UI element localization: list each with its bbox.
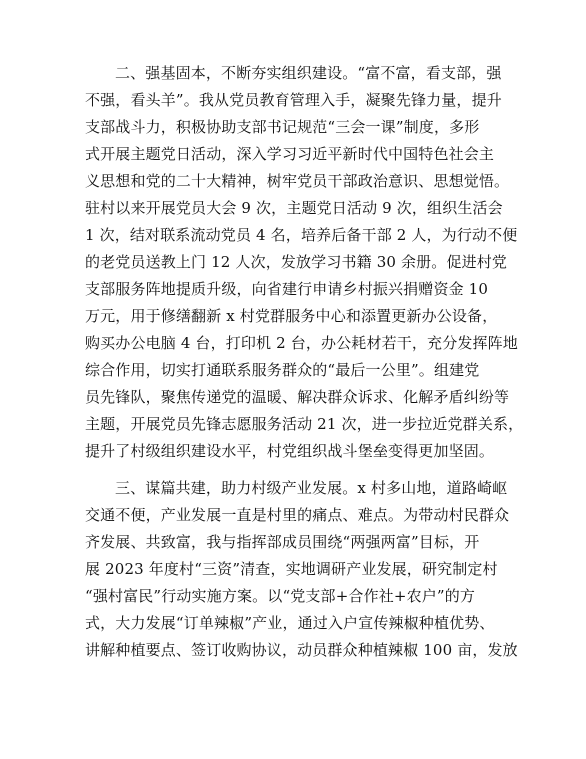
text-line: 万元，用于修缮翻新 x 村党群服务中心和添置更新办公设备， [85,307,498,325]
text-line: 员先锋队，聚焦传递党的温暖、解决群众诉求、化解矛盾纠纷等 [85,388,510,406]
text-line: 式开展主题党日活动，深入学习习近平新时代中国特色社会主 [85,145,495,163]
text-line: 交通不便，产业发展一直是村里的痛点、难点。为带动村民群众 [85,506,510,524]
text-line: 展 2023 年度村“三资”清查，实地调研产业发展，研究制定村 [85,560,498,578]
text-line: 1 次，结对联系流动党员 4 名，培养后备干部 2 人，为行动不便 [85,226,518,244]
paragraph-section-three [85,475,518,664]
text-line: 二、强基固本，不断夯实组织建设。“富不富，看支部，强 [115,64,502,82]
text-line: 支部服务阵地提质升级，向省建行申请乡村振兴捐赠资金 10 [85,280,489,298]
text-line: 综合作用，切实打通联系服务群众的“最后一公里”。组建党 [85,361,480,379]
text-line: 齐发展、共致富，我与指挥部成员围绕“两强两富”目标，开 [85,533,480,551]
text-line: 的老党员送教上门 12 人次，发放学习书籍 30 余册。促进村党 [85,253,508,271]
text-line: 驻村以来开展党员大会 9 次，主题党日活动 9 次，组织生活会 [85,199,503,217]
document-body [85,60,524,664]
text-line: 主题，开展党员先锋志愿服务活动 21 次，进一步拉近党群关系， [85,415,524,433]
paragraph-section-two [85,60,524,465]
text-line: 义思想和党的二十大精神，树牢党员干部政治意识、思想觉悟。 [85,172,510,190]
text-line: 式，大力发展“订单辣椒”产业，通过入户宣传辣椒种植优势、 [85,614,495,632]
text-line: 不强，看头羊”。我从党员教育管理入手，凝聚先锋力量，提升 [85,91,502,109]
text-line: 支部战斗力，积极协助支部书记规范“三会一课”制度，多形 [85,118,480,136]
text-line: 讲解种植要点、签订收购协议，动员群众种植辣椒 100 亩，发放 [85,641,518,659]
text-line: 提升了村级组织建设水平，村党组织战斗堡垒变得更加坚固。 [85,442,495,460]
text-line: 三、谋篇共建，助力村级产业发展。x 村多山地，道路崎岖 [115,479,508,497]
text-line: “强村富民”行动实施方案。以“党支部+合作社+农户”的方 [85,587,476,605]
text-line: 购买办公电脑 4 台，打印机 2 台，办公耗材若干，充分发挥阵地 [85,334,518,352]
